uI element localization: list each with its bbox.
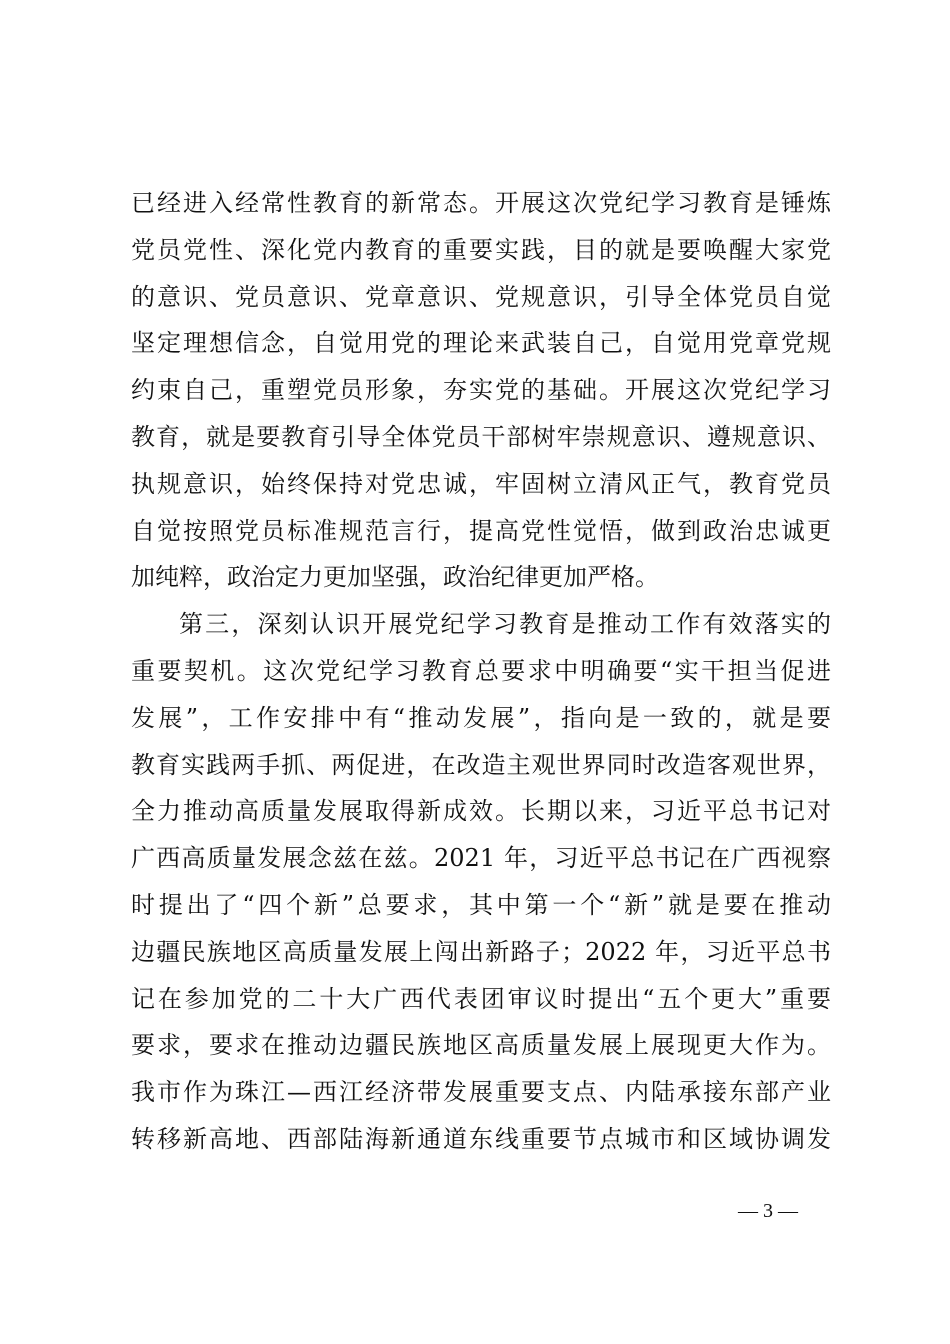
text-line: 执规意识，始终保持对党忠诚，牢固树立清风正气，教育党员 <box>131 469 831 498</box>
text-line: 教育实践两手抓、两促进，在改造主观世界同时改造客观世界， <box>131 750 831 779</box>
text-line: 时提出了“四个新”总要求，其中第一个“新”就是要在推动 <box>131 890 831 919</box>
body-text <box>131 180 831 1163</box>
text-line: 记在参加党的二十大广西代表团审议时提出“五个更大”重要 <box>131 984 831 1013</box>
text-line: 转移新高地、西部陆海新通道东线重要节点城市和区域协调发 <box>131 1124 831 1153</box>
text-line: 已经进入经常性教育的新常态。开展这次党纪学习教育是锤炼 <box>131 189 831 217</box>
text-line: 自觉按照党员标准规范言行，提高党性觉悟，做到政治忠诚更 <box>131 516 831 545</box>
page-number: — 3 — <box>738 1200 798 1222</box>
text-line: 广西高质量发展念兹在兹。2021 年，习近平总书记在广西视察 <box>131 844 831 873</box>
text-line: 的意识、党员意识、党章意识、党规意识，引导全体党员自觉 <box>131 282 831 311</box>
text-line: 加纯粹，政治定力更加坚强，政治纪律更加严格。 <box>131 563 659 592</box>
text-line: 重要契机。这次党纪学习教育总要求中明确要“实干担当促进 <box>131 656 831 685</box>
text-line: 我市作为珠江—西江经济带发展重要支点、内陆承接东部产业 <box>131 1078 831 1107</box>
text-line: 发展”，工作安排中有“推动发展”，指向是一致的，就是要 <box>131 703 831 732</box>
text-line: 党员党性、深化党内教育的重要实践，目的就是要唤醒大家党 <box>131 235 831 264</box>
text-line: 要求，要求在推动边疆民族地区高质量发展上展现更大作为。 <box>131 1031 831 1060</box>
text-line: 坚定理想信念，自觉用党的理论来武装自己，自觉用党章党规 <box>131 329 831 358</box>
text-line: 全力推动高质量发展取得新成效。长期以来，习近平总书记对 <box>131 797 831 826</box>
text-line: 教育，就是要教育引导全体党员干部树牢崇规意识、遵规意识、 <box>131 422 831 451</box>
paragraph-first-line: 第三，深刻认识开展党纪学习教育是推动工作有效落实的 <box>179 610 831 639</box>
text-line: 边疆民族地区高质量发展上闯出新路子；2022 年，习近平总书 <box>131 937 831 966</box>
text-line: 约束自己，重塑党员形象，夯实党的基础。开展这次党纪学习 <box>131 376 831 405</box>
